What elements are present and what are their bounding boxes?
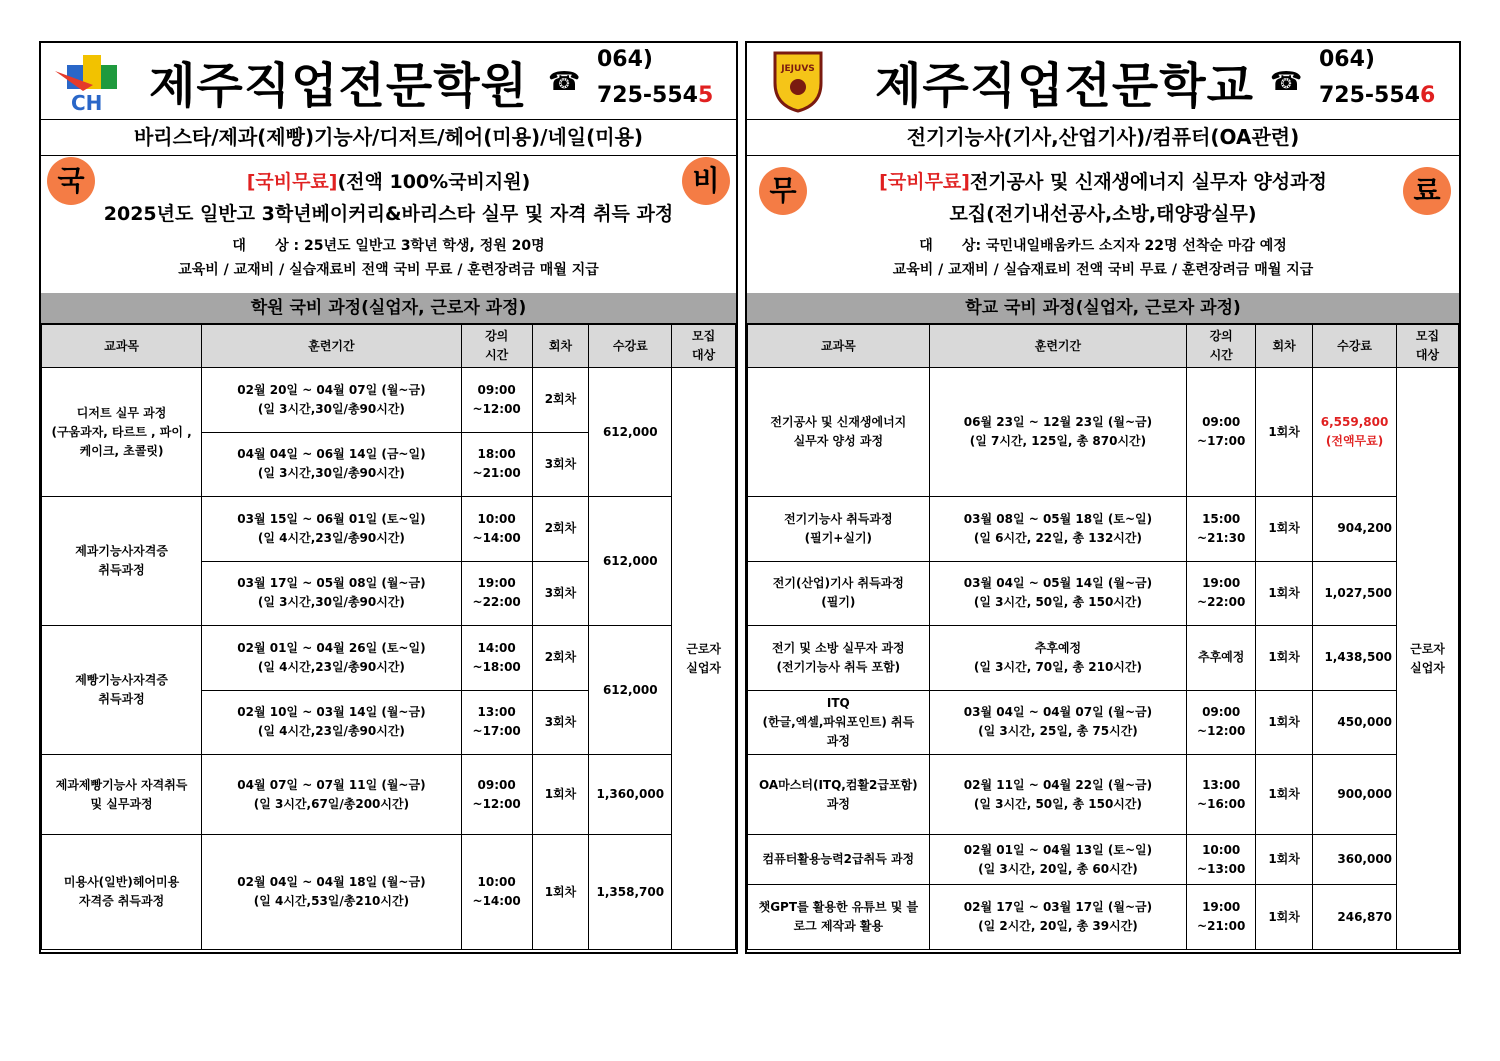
phone-icon: ☎ [548, 67, 581, 97]
academy-header [41, 43, 736, 120]
course-name: OA마스터(ITQ,컴활2급포함) 과정 [748, 755, 930, 835]
header-hours: 강의 시간 [1187, 325, 1256, 368]
course-fee: 360,000 [1313, 835, 1397, 885]
circle-badge-right: 료 [1403, 167, 1451, 215]
header-subject: 교과목 [748, 325, 930, 368]
academy-subjects: 바리스타/제과(제빵)기능사/디저트/헤어(미용)/네일(미용) [41, 119, 736, 156]
promo-line-3: 대 상 : 25년도 일반고 3학년 학생, 정원 20명 [232, 238, 545, 254]
table-row [748, 885, 1459, 950]
course-round: 1회차 [1256, 497, 1313, 562]
school-subjects: 전기기능사(기사,산업기사)/컴퓨터(OA관련) [747, 119, 1459, 156]
promo-line-2: 모집(전기내선공사,소방,태양광실무) [949, 203, 1257, 225]
tel-number-main: 725-554 [597, 83, 698, 108]
promo-line-4: 교육비 / 교재비 / 실습재료비 전액 국비 무료 / 훈련장려금 매월 지급 [892, 262, 1314, 278]
course-round: 1회차 [1256, 755, 1313, 835]
phone-icon: ☎ [1270, 67, 1303, 97]
table-row [748, 755, 1459, 835]
course-hours: 09:00 ~12:00 [461, 755, 532, 835]
course-target: 근로자 실업자 [672, 368, 736, 950]
course-round: 1회차 [532, 755, 589, 835]
course-name: 전기기능사 취득과정 (필기+실기) [748, 497, 930, 562]
course-period: 03월 17일 ~ 05월 08일 (월~금) (일 3시간,30일/총90시간) [202, 561, 462, 626]
logo-text: CH [71, 91, 103, 113]
tel-number-last: 6 [1419, 83, 1436, 108]
course-round: 1회차 [1256, 835, 1313, 885]
course-round: 3회차 [532, 432, 589, 497]
school-logo-text: JEJUVS [781, 64, 815, 74]
table-row [748, 561, 1459, 626]
course-name: 전기공사 및 신재생에너지 실무자 양성 과정 [748, 368, 930, 497]
course-hours: 18:00 ~21:00 [461, 432, 532, 497]
course-fee: 1,027,500 [1313, 561, 1397, 626]
header-round: 회차 [532, 325, 589, 368]
table-header-row [42, 325, 736, 368]
course-fee: 1,358,700 [589, 835, 672, 950]
course-hours: 15:00 ~21:30 [1187, 497, 1256, 562]
tel-prefix: 064) [597, 47, 653, 72]
course-round: 3회차 [532, 561, 589, 626]
academy-section-title: 학원 국비 과정(실업자, 근로자 과정) [41, 293, 736, 324]
course-period: 03월 08일 ~ 05월 18일 (토~일) (일 6시간, 22일, 총 132시간) [929, 497, 1187, 562]
school-header [747, 43, 1459, 120]
course-period: 04월 04일 ~ 06월 14일 (금~일) (일 3시간,30일/총90시간) [202, 432, 462, 497]
course-round: 1회차 [1256, 690, 1313, 755]
table-row [42, 626, 736, 691]
header-fee: 수강료 [589, 325, 672, 368]
course-round: 1회차 [532, 835, 589, 950]
header-hours: 강의 시간 [461, 325, 532, 368]
table-row [748, 835, 1459, 885]
table-row [42, 755, 736, 835]
academy-panel [39, 41, 738, 954]
course-target: 근로자 실업자 [1397, 368, 1459, 950]
course-name: 전기 및 소방 실무자 과정 (전기기능사 취득 포함) [748, 626, 930, 691]
course-round: 2회차 [532, 626, 589, 691]
course-hours: 19:00 ~22:00 [461, 561, 532, 626]
course-fee: 1,438,500 [1313, 626, 1397, 691]
header-target: 모집 대상 [1397, 325, 1459, 368]
course-name: 디저트 실무 과정 (구움과자, 타르트 , 파이 , 케이크, 초콜릿) [42, 368, 202, 497]
promo-line-4: 교육비 / 교재비 / 실습재료비 전액 국비 무료 / 훈련장려금 매월 지급 [178, 262, 599, 278]
course-name: 전기(산업)기사 취득과정 (필기) [748, 561, 930, 626]
course-period: 03월 04일 ~ 04월 07일 (월~금) (일 3시간, 25일, 총 75시간) [929, 690, 1187, 755]
academy-course-table [41, 324, 736, 950]
course-period: 04월 07일 ~ 07월 11일 (월~금) (일 3시간,67일/총200시간) [202, 755, 462, 835]
course-period: 02월 11일 ~ 04월 22일 (월~금) (일 3시간, 50일, 총 150시간) [929, 755, 1187, 835]
course-fee: 1,360,000 [589, 755, 672, 835]
table-row [748, 368, 1459, 497]
school-section-title: 학교 국비 과정(실업자, 근로자 과정) [747, 293, 1459, 324]
header-round: 회차 [1256, 325, 1313, 368]
course-name: 제빵기능사자격증 취득과정 [42, 626, 202, 755]
course-period: 02월 01일 ~ 04월 26일 (토~일) (일 4시간,23일/총90시간) [202, 626, 462, 691]
header-target: 모집 대상 [672, 325, 736, 368]
course-name: 컴퓨터활용능력2급취득 과정 [748, 835, 930, 885]
tel-number [1319, 83, 1435, 108]
school-promo [747, 155, 1459, 294]
school-panel [745, 41, 1461, 954]
circle-badge-left: 무 [759, 167, 807, 215]
tel-number-main: 725-554 [1319, 83, 1420, 108]
promo-line-1 [747, 167, 1459, 194]
course-period: 03월 15일 ~ 06월 01일 (토~일) (일 4시간,23일/총90시간) [202, 497, 462, 562]
academy-logo [53, 49, 131, 113]
course-period: 02월 04일 ~ 04월 18일 (월~금) (일 4시간,53일/총210시간) [202, 835, 462, 950]
course-hours: 09:00 ~17:00 [1187, 368, 1256, 497]
course-round: 2회차 [532, 497, 589, 562]
circle-badge-right: 비 [682, 157, 730, 205]
promo-line-1-text: (전액 100%국비지원) [337, 171, 531, 193]
course-round: 1회차 [1256, 368, 1313, 497]
course-hours: 19:00 ~21:00 [1187, 885, 1256, 950]
course-fee: 612,000 [589, 368, 672, 497]
circle-badge-left: 국 [47, 157, 95, 205]
course-hours: 19:00 ~22:00 [1187, 561, 1256, 626]
academy-promo [41, 155, 736, 294]
course-hours: 09:00 ~12:00 [1187, 690, 1256, 755]
school-course-table [747, 324, 1459, 950]
header-period: 훈련기간 [202, 325, 462, 368]
header-subject: 교과목 [42, 325, 202, 368]
course-hours: 13:00 ~16:00 [1187, 755, 1256, 835]
course-period: 02월 17일 ~ 03월 17일 (월~금) (일 2시간, 20일, 총 39시간) [929, 885, 1187, 950]
academy-title: 제주직업전문학원 [149, 58, 528, 114]
course-round: 3회차 [532, 690, 589, 755]
school-logo [759, 49, 837, 113]
course-name: ITQ (한글,엑셀,파워포인트) 취득 과정 [748, 690, 930, 755]
course-fee: 450,000 [1313, 690, 1397, 755]
course-hours: 13:00 ~17:00 [461, 690, 532, 755]
course-fee: 612,000 [589, 497, 672, 626]
course-hours: 10:00 ~14:00 [461, 497, 532, 562]
course-period: 02월 01일 ~ 04월 13일 (토~일) (일 3시간, 20일, 총 60시간) [929, 835, 1187, 885]
table-row [42, 368, 736, 433]
course-fee: 246,870 [1313, 885, 1397, 950]
tel-number [597, 83, 713, 108]
table-row [42, 835, 736, 950]
course-round: 1회차 [1256, 626, 1313, 691]
header-fee: 수강료 [1313, 325, 1397, 368]
course-period: 추후예정 (일 3시간, 70일, 총 210시간) [929, 626, 1187, 691]
promo-line-1 [41, 167, 736, 194]
course-hours: 10:00 ~14:00 [461, 835, 532, 950]
promo-free-tag: [국비무료] [879, 171, 970, 193]
promo-line-1-text: 전기공사 및 신재생에너지 실무자 양성과정 [969, 171, 1327, 193]
course-fee: 612,000 [589, 626, 672, 755]
course-name: 챗GPT를 활용한 유튜브 및 블 로그 제작과 활용 [748, 885, 930, 950]
course-fee: 900,000 [1313, 755, 1397, 835]
table-header-row [748, 325, 1459, 368]
course-period: 02월 10일 ~ 03월 14일 (월~금) (일 4시간,23일/총90시간) [202, 690, 462, 755]
course-fee: 904,200 [1313, 497, 1397, 562]
school-title: 제주직업전문학교 [875, 58, 1254, 114]
course-round: 2회차 [532, 368, 589, 433]
tel-prefix: 064) [1319, 47, 1375, 72]
course-round: 1회차 [1256, 885, 1313, 950]
promo-line-3: 대 상: 국민내일배움카드 소지자 22명 선착순 마감 예정 [919, 238, 1287, 254]
table-row [748, 626, 1459, 691]
course-name: 제과기능사자격증 취득과정 [42, 497, 202, 626]
promo-free-tag: [국비무료] [246, 171, 338, 193]
course-hours: 14:00 ~18:00 [461, 626, 532, 691]
course-period: 06월 23일 ~ 12월 23일 (월~금) (일 7시간, 125일, 총 870시간) [929, 368, 1187, 497]
header-period: 훈련기간 [929, 325, 1187, 368]
course-fee: 6,559,800 (전액무료) [1313, 368, 1397, 497]
course-hours: 09:00 ~12:00 [461, 368, 532, 433]
course-name: 제과제빵기능사 자격취득 및 실무과정 [42, 755, 202, 835]
course-hours: 10:00 ~13:00 [1187, 835, 1256, 885]
course-period: 03월 04일 ~ 05월 14일 (월~금) (일 3시간, 50일, 총 150시간) [929, 561, 1187, 626]
course-name: 미용사(일반)헤어미용 자격증 취득과정 [42, 835, 202, 950]
table-row [748, 497, 1459, 562]
table-row [748, 690, 1459, 755]
promo-line-2: 2025년도 일반고 3학년베이커리&바리스타 실무 및 자격 취득 과정 [103, 203, 674, 225]
tel-number-last: 5 [697, 83, 714, 108]
course-hours: 추후예정 [1187, 626, 1256, 691]
course-round: 1회차 [1256, 561, 1313, 626]
table-row [42, 497, 736, 562]
course-period: 02월 20일 ~ 04월 07일 (월~금) (일 3시간,30일/총90시간) [202, 368, 462, 433]
